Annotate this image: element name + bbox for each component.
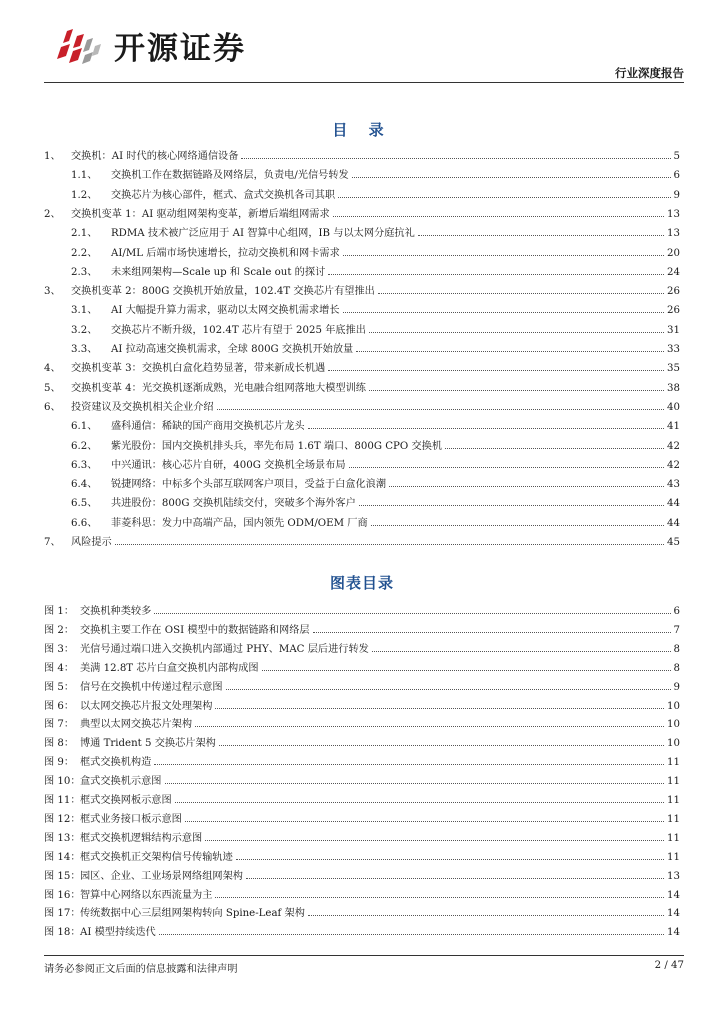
- dot-leader: [338, 188, 670, 198]
- toc-entry[interactable]: [44, 188, 680, 202]
- entry-number: 图 11：: [44, 795, 81, 806]
- entry-number: 6.3、: [71, 459, 98, 471]
- dot-leader: [215, 699, 664, 709]
- entry-number: 6.5、: [71, 498, 98, 510]
- entry-page-number: 14: [667, 908, 680, 920]
- entry-number: 4、: [44, 363, 61, 375]
- entry-page-number: 11: [667, 795, 680, 806]
- dot-leader: [372, 642, 671, 652]
- entry-number: 图 18：: [44, 927, 81, 939]
- dot-leader: [308, 419, 664, 429]
- entry-number: 3、: [44, 286, 61, 298]
- dot-leader: [349, 458, 664, 468]
- dot-leader: [389, 477, 664, 487]
- entry-number: 1.1、: [71, 170, 98, 182]
- entry-title: 交换机变革 4：光交换机逐渐成熟，光电融合组网落地大模型训练: [71, 382, 366, 394]
- entry-title: 博通 Trident 5 交换芯片架构: [80, 738, 216, 750]
- entry-page-number: 13: [667, 870, 680, 882]
- entry-page-number: 24: [667, 266, 680, 278]
- entry-title: 风险提示: [71, 537, 112, 548]
- figure-entry[interactable]: [44, 831, 680, 845]
- entry-title: 以太网交换芯片报文处理架构: [80, 700, 213, 712]
- toc-entry[interactable]: [44, 400, 680, 414]
- toc-entry[interactable]: [44, 207, 680, 221]
- entry-number: 图 6：: [44, 700, 75, 712]
- toc-entry[interactable]: [44, 361, 680, 375]
- entry-number: 图 13：: [44, 832, 81, 844]
- entry-number: 7、: [44, 537, 61, 548]
- toc-entry[interactable]: [44, 168, 680, 182]
- entry-title: 交换芯片不断升级，102.4T 芯片有望于 2025 年底推出: [111, 324, 366, 336]
- entry-page-number: 13: [667, 208, 680, 220]
- dot-leader: [352, 168, 671, 178]
- entry-number: 2.1、: [71, 228, 98, 240]
- entry-number: 2、: [44, 208, 61, 220]
- entry-page-number: 38: [667, 382, 680, 394]
- entry-title: AI/ML 后端市场快速增长，拉动交换机和网卡需求: [111, 247, 340, 259]
- dot-leader: [356, 342, 664, 352]
- toc-entry[interactable]: [44, 381, 680, 395]
- dot-leader: [343, 246, 664, 256]
- toc-entry[interactable]: [44, 303, 680, 317]
- figure-entry[interactable]: [44, 642, 680, 656]
- entry-title: AI 拉动高速交换机需求，全球 800G 交换机开始放量: [111, 344, 354, 355]
- figure-entry[interactable]: [44, 699, 680, 713]
- header-divider: [44, 82, 684, 83]
- entry-title: 光信号通过端口进入交换机内部通过 PHY、MAC 层后进行转发: [80, 643, 369, 655]
- entry-title: 框式业务接口板示意图: [80, 813, 182, 825]
- figure-entry[interactable]: [44, 793, 680, 807]
- entry-page-number: 7: [673, 624, 680, 636]
- entry-page-number: 45: [667, 537, 680, 548]
- toc-entry[interactable]: [44, 458, 680, 472]
- dot-leader: [378, 284, 664, 294]
- figure-entry[interactable]: [44, 623, 680, 637]
- entry-title: 框式交换网板示意图: [80, 795, 172, 806]
- entry-title: 交换机变革 1：AI 驱动组网架构变革，新增后端组网需求: [71, 208, 330, 220]
- figure-entry[interactable]: [44, 680, 680, 694]
- entry-title: 共进股份：800G 交换机陆续交付，突破多个海外客户: [111, 498, 356, 510]
- entry-title: 投资建议及交换机相关企业介绍: [71, 401, 214, 413]
- entry-number: 图 16：: [44, 889, 81, 901]
- entry-number: 图 5：: [44, 681, 75, 693]
- entry-page-number: 14: [667, 927, 680, 939]
- entry-title: 框式交换机构造: [80, 757, 152, 769]
- entry-number: 图 8：: [44, 738, 75, 750]
- dot-leader: [217, 400, 664, 410]
- figure-entry[interactable]: [44, 850, 680, 864]
- entry-number: 图 12：: [44, 813, 81, 825]
- entry-page-number: 41: [667, 421, 680, 433]
- dot-leader: [215, 888, 664, 898]
- dot-leader: [236, 850, 664, 860]
- dot-leader: [418, 226, 664, 236]
- toc-entry[interactable]: [44, 226, 680, 240]
- dot-leader: [205, 831, 664, 841]
- entry-number: 2.2、: [71, 247, 98, 259]
- entry-number: 1.2、: [71, 189, 98, 201]
- entry-page-number: 35: [667, 363, 680, 375]
- figure-entry[interactable]: [44, 736, 680, 750]
- entry-number: 6.4、: [71, 479, 98, 491]
- entry-page-number: 9: [673, 189, 680, 201]
- page-header: [44, 18, 684, 84]
- dot-leader: [195, 717, 664, 727]
- toc-entry[interactable]: [44, 342, 680, 356]
- dot-leader: [333, 207, 664, 217]
- dot-leader: [175, 793, 664, 803]
- entry-title: AI 模型持续迭代: [80, 927, 156, 939]
- entry-title: 交换机主要工作在 OSI 模型中的数据链路和网络层: [80, 624, 310, 636]
- entry-number: 2.3、: [71, 266, 98, 278]
- entry-number: 图 9：: [44, 757, 75, 769]
- entry-number: 6.2、: [71, 440, 98, 452]
- figure-list-heading: 图表目录: [329, 574, 394, 592]
- entry-title: 美满 12.8T 芯片白盒交换机内部构成图: [80, 662, 259, 674]
- entry-number: 1、: [44, 151, 61, 162]
- entry-page-number: 10: [667, 738, 680, 750]
- entry-page-number: 44: [667, 498, 680, 510]
- entry-title: 锐捷网络：中标多个头部互联网客户项目，受益于白盒化浪潮: [111, 479, 387, 491]
- dot-leader: [369, 381, 664, 391]
- entry-title: 盛科通信：稀缺的国产商用交换机芯片龙头: [111, 421, 305, 433]
- entry-page-number: 42: [667, 459, 680, 471]
- entry-number: 图 4：: [44, 662, 75, 674]
- entry-title: 盒式交换机示意图: [80, 776, 162, 788]
- entry-title: 园区、企业、工业场景网络组网架构: [80, 870, 243, 882]
- dot-leader: [115, 535, 664, 545]
- entry-page-number: 11: [667, 776, 680, 788]
- dot-leader: [328, 361, 664, 371]
- entry-page-number: 11: [667, 757, 680, 769]
- dot-leader: [371, 516, 664, 526]
- entry-title: 交换机：AI 时代的核心网络通信设备: [71, 151, 239, 162]
- legal-disclaimer: 请务必参阅正文后面的信息披露和法律声明: [44, 964, 238, 975]
- entry-number: 图 14：: [44, 851, 81, 863]
- entry-title: 框式交换机逻辑结构示意图: [80, 832, 203, 844]
- figure-entry[interactable]: [44, 661, 680, 675]
- dot-leader: [185, 812, 664, 822]
- entry-number: 3.2、: [71, 324, 98, 336]
- footer-divider: [44, 955, 684, 956]
- entry-number: 6.6、: [71, 517, 98, 529]
- dot-leader: [359, 496, 664, 506]
- dot-leader: [241, 149, 670, 159]
- dot-leader: [369, 323, 664, 333]
- entry-title: 交换芯片为核心部件，框式、盒式交换机各司其职: [111, 189, 336, 201]
- entry-title: 未来组网架构—Scale up 和 Scale out 的探讨: [111, 266, 326, 278]
- entry-number: 图 2：: [44, 624, 75, 636]
- entry-number: 图 17：: [44, 908, 81, 920]
- toc-entry[interactable]: [44, 284, 680, 298]
- entry-page-number: 9: [673, 681, 680, 693]
- toc-entry[interactable]: [44, 477, 680, 491]
- entry-number: 图 7：: [44, 719, 75, 731]
- entry-number: 图 15：: [44, 870, 81, 882]
- toc-entry[interactable]: [44, 149, 680, 163]
- entry-title: 交换机工作在数据链路及网络层，负责电/光信号转发: [111, 170, 349, 182]
- entry-page-number: 42: [667, 440, 680, 452]
- dot-leader: [328, 265, 664, 275]
- toc-heading: 目 录: [332, 121, 392, 139]
- entry-page-number: 11: [667, 851, 680, 863]
- figure-entry[interactable]: [44, 774, 680, 788]
- entry-page-number: 8: [673, 662, 680, 674]
- entry-page-number: 43: [667, 479, 680, 491]
- entry-page-number: 8: [673, 643, 680, 655]
- entry-number: 图 10：: [44, 776, 81, 788]
- entry-page-number: 31: [667, 324, 680, 336]
- entry-title: 信号在交换机中传递过程示意图: [80, 681, 223, 693]
- dot-leader: [219, 736, 664, 746]
- entry-title: 典型以太网交换芯片架构: [80, 719, 193, 731]
- entry-number: 图 1：: [44, 606, 75, 617]
- entry-title: 框式交换机正交架构信号传输轨迹: [80, 851, 233, 863]
- dot-leader: [154, 755, 664, 765]
- dot-leader: [343, 303, 664, 313]
- entry-title: 菲菱科思：发力中高端产品，国内领先 ODM/OEM 厂商: [111, 517, 368, 529]
- entry-page-number: 33: [667, 344, 680, 355]
- entry-title: 智算中心网络以东西流量为主: [80, 889, 213, 901]
- figure-entry[interactable]: [44, 812, 680, 826]
- entry-page-number: 14: [667, 889, 680, 901]
- dot-leader: [313, 623, 671, 633]
- figure-entry[interactable]: [44, 906, 680, 920]
- entry-page-number: 6: [673, 170, 680, 182]
- entry-number: 6、: [44, 401, 61, 413]
- entry-page-number: 10: [667, 700, 680, 712]
- entry-page-number: 13: [667, 228, 680, 240]
- entry-page-number: 26: [667, 305, 680, 317]
- report-type-label: 行业深度报告: [615, 66, 684, 80]
- brand-logo-icon: [57, 28, 103, 68]
- page-number: 2 / 47: [654, 960, 684, 971]
- entry-title: 中兴通讯：核心芯片自研，400G 交换机全场景布局: [111, 459, 346, 471]
- entry-title: RDMA 技术被广泛应用于 AI 智算中心组网，IB 与以太网分庭抗礼: [111, 228, 415, 240]
- figure-entry[interactable]: [44, 888, 680, 902]
- entry-page-number: 26: [667, 286, 680, 298]
- entry-number: 3.1、: [71, 305, 98, 317]
- dot-leader: [246, 869, 664, 879]
- entry-page-number: 10: [667, 719, 680, 731]
- entry-title: 交换机种类较多: [80, 606, 152, 617]
- dot-leader: [159, 925, 664, 935]
- figure-entry[interactable]: [44, 925, 680, 939]
- figure-entry[interactable]: [44, 717, 680, 731]
- dot-leader: [445, 439, 664, 449]
- entry-title: AI 大幅提升算力需求，驱动以太网交换机需求增长: [111, 305, 340, 317]
- toc-entry[interactable]: [44, 535, 680, 549]
- entry-title: 交换机变革 2：800G 交换机开始放量，102.4T 交换芯片有望推出: [71, 286, 375, 298]
- entry-number: 图 3：: [44, 643, 75, 655]
- entry-page-number: 20: [667, 247, 680, 259]
- entry-number: 5、: [44, 382, 61, 394]
- figure-entry[interactable]: [44, 755, 680, 769]
- entry-page-number: 44: [667, 517, 680, 529]
- brand-name: 开源证券: [114, 31, 246, 67]
- toc-entry[interactable]: [44, 516, 680, 530]
- dot-leader: [165, 774, 665, 784]
- figure-entry[interactable]: [44, 869, 680, 883]
- figure-entry[interactable]: [44, 604, 680, 618]
- dot-leader: [154, 604, 670, 614]
- toc-entry[interactable]: [44, 265, 680, 279]
- dot-leader: [308, 906, 664, 916]
- toc-entry[interactable]: [44, 323, 680, 337]
- entry-number: 6.1、: [71, 421, 98, 433]
- entry-page-number: 11: [667, 832, 680, 844]
- entry-page-number: 11: [667, 813, 680, 825]
- entry-title: 紫光股份：国内交换机排头兵，率先布局 1.6T 端口、800G CPO 交换机: [111, 440, 443, 452]
- entry-number: 3.3、: [71, 344, 98, 355]
- toc-entry[interactable]: [44, 439, 680, 453]
- toc-entry[interactable]: [44, 246, 680, 260]
- entry-page-number: 40: [667, 401, 680, 413]
- entry-title: 传统数据中心三层组网架构转向 Spine-Leaf 架构: [80, 908, 305, 920]
- toc-entry[interactable]: [44, 419, 680, 433]
- dot-leader: [226, 680, 671, 690]
- dot-leader: [262, 661, 671, 671]
- entry-title: 交换机变革 3：交换机白盒化趋势显著，带来新成长机遇: [71, 363, 326, 375]
- entry-page-number: 5: [673, 151, 680, 162]
- toc-entry[interactable]: [44, 496, 680, 510]
- entry-page-number: 6: [673, 606, 680, 617]
